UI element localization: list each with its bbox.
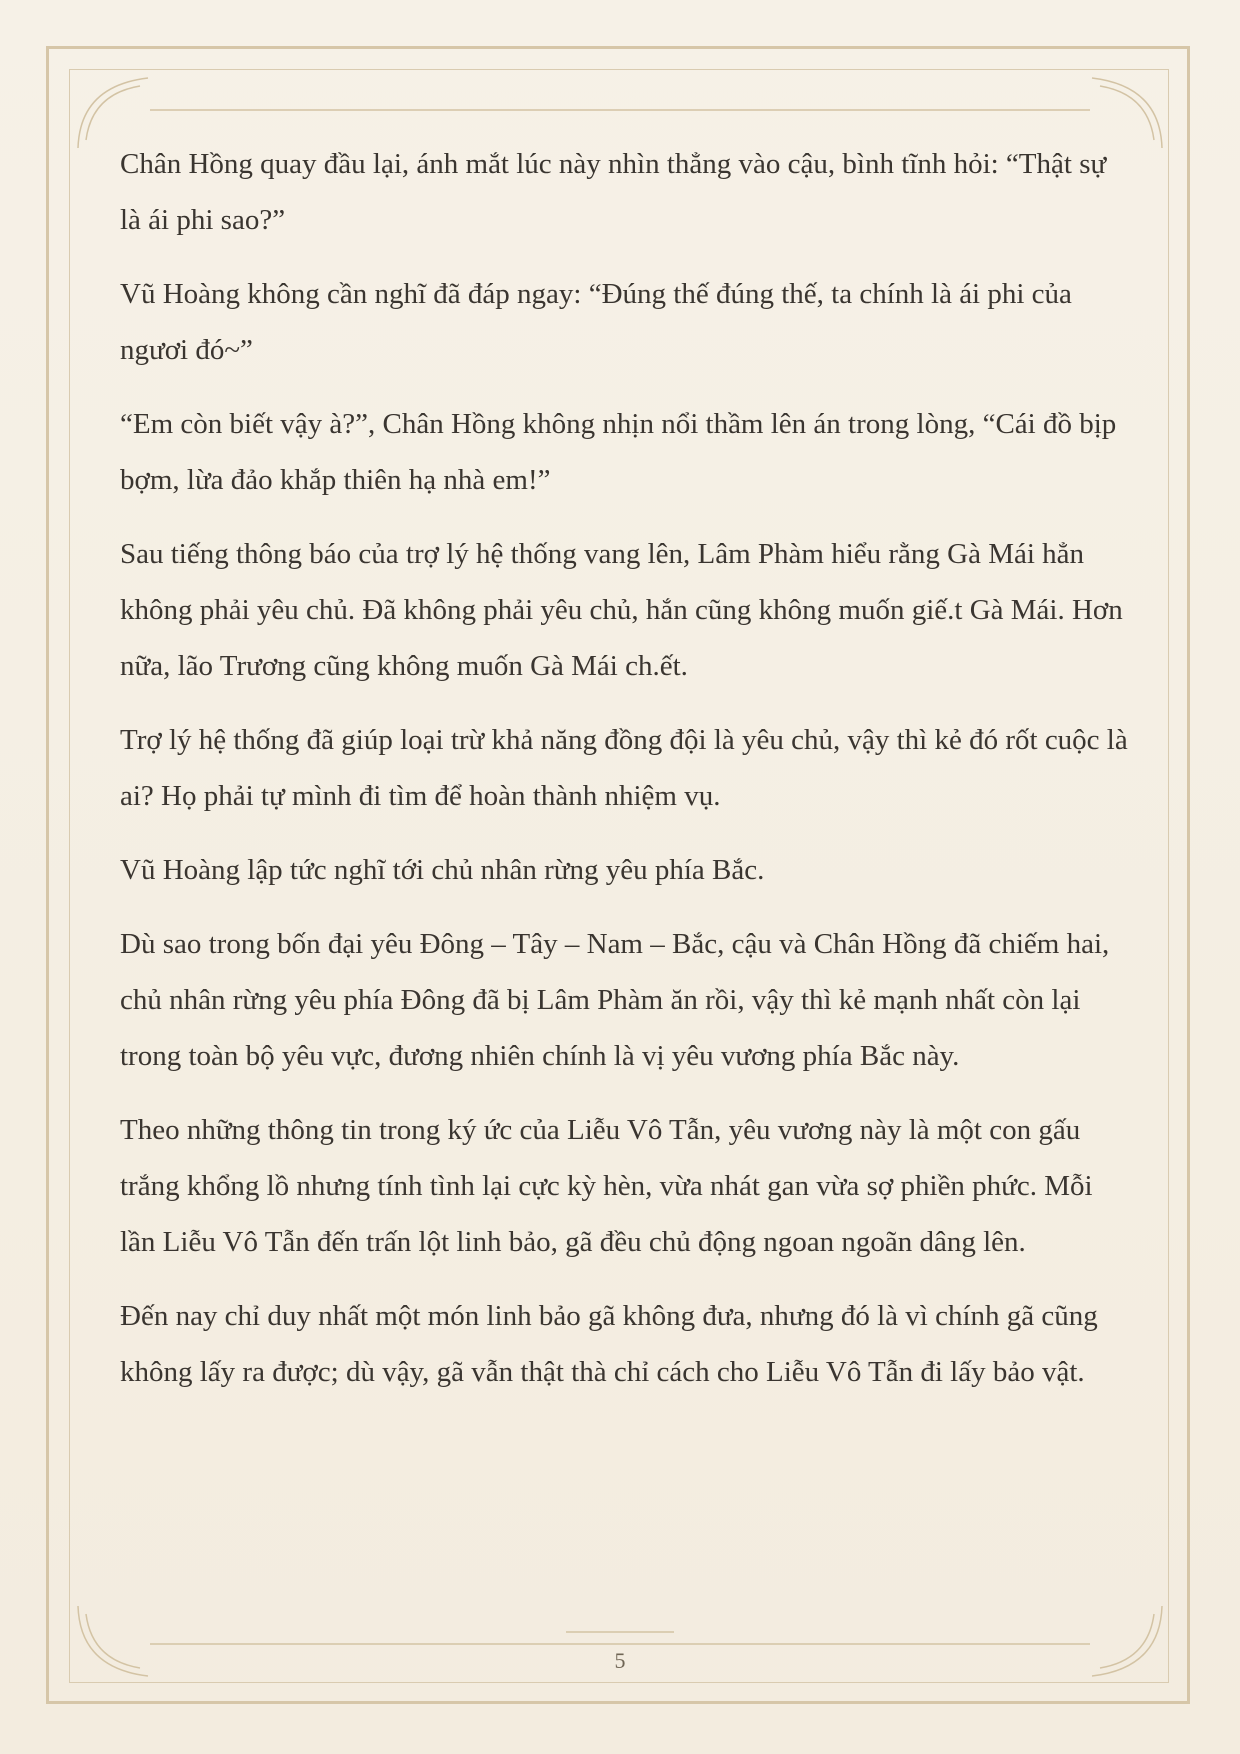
paragraph: Chân Hồng quay đầu lại, ánh mắt lúc này nhìn thẳng vào cậu, bình tĩnh hỏi: “Thật sự là ái phi sao?” [120,148,1107,236]
paragraph: Sau tiếng thông báo của trợ lý hệ thống vang lên, Lâm Phàm hiểu rằng Gà Mái hẳn không phải yêu chủ. Đã không phải yêu chủ, hắn cũng không muốn giế.t Gà Mái. Hơn nữa, lão Trương cũng không muốn Gà Mái ch.ết. [120,538,1123,682]
paragraph: “Em còn biết vậy à?”, Chân Hồng không nhịn nổi thầm lên án trong lòng, “Cái đồ bịp bợm, lừa đảo khắp thiên hạ nhà em!” [120,408,1117,496]
paragraph: Trợ lý hệ thống đã giúp loại trừ khả năng đồng đội là yêu chủ, vậy thì kẻ đó rốt cuộc là ai? Họ phải tự mình đi tìm để hoàn thành nhiệm vụ. [120,724,1128,812]
chapter-text [120,136,1130,1418]
paragraph: Dù sao trong bốn đại yêu Đông – Tây – Nam – Bắc, cậu và Chân Hồng đã chiếm hai, chủ nhân rừng yêu phía Đông đã bị Lâm Phàm ăn rồi, vậy thì kẻ mạnh nhất còn lại trong toàn bộ yêu vực, đương nhiên chính là vị yêu vương phía Bắc này. [120,928,1110,1072]
paragraph: Theo những thông tin trong ký ức của Liễu Vô Tẫn, yêu vương này là một con gấu trắng khổng lồ nhưng tính tình lại cực kỳ hèn, vừa nhát gan vừa sợ phiền phức. Mỗi lần Liễu Vô Tẫn đến trấn lột linh bảo, gã đều chủ động ngoan ngoãn dâng lên. [120,1114,1093,1258]
page-number: 5 [614,1648,626,1673]
paragraph: Vũ Hoàng không cần nghĩ đã đáp ngay: “Đúng thế đúng thế, ta chính là ái phi của ngươi đó~” [120,278,1072,366]
paragraph: Vũ Hoàng lập tức nghĩ tới chủ nhân rừng yêu phía Bắc. [120,854,765,886]
paragraph: Đến nay chỉ duy nhất một món linh bảo gã không đưa, nhưng đó là vì chính gã cũng không lấy ra được; dù vậy, gã vẫn thật thà chỉ cách cho Liễu Vô Tẫn đi lấy bảo vật. [120,1300,1098,1388]
